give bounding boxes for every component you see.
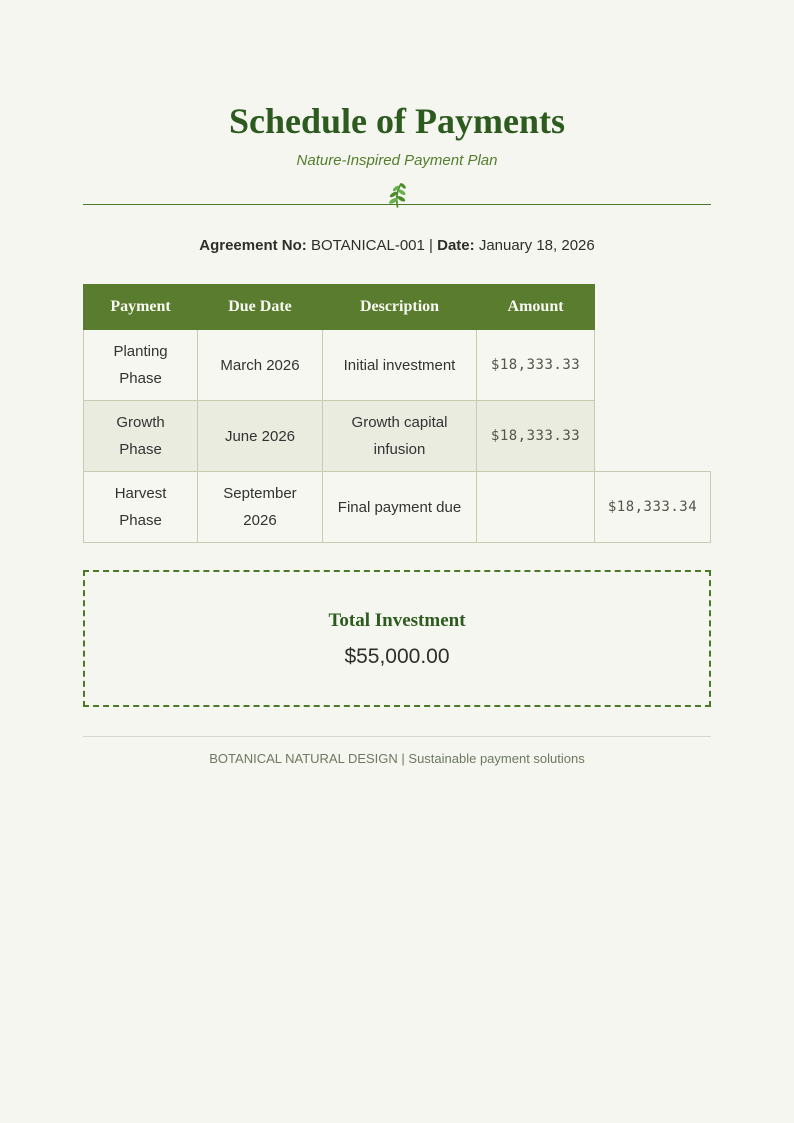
herb-icon (384, 182, 410, 208)
footer-text: BOTANICAL NATURAL DESIGN | Sustainable payment solutions (209, 751, 585, 767)
document-page (83, 100, 711, 766)
column-header-payment: Payment (84, 285, 198, 330)
column-header-due-date: Due Date (198, 285, 323, 330)
agreement-date-value: January 18, 2026 (478, 237, 595, 255)
payment-cell: Harvest Phase (84, 472, 198, 543)
page-subtitle: Nature-Inspired Payment Plan (296, 152, 498, 170)
amount-cell: $18,333.33 (477, 401, 595, 472)
payment-cell: Planting Phase (84, 330, 198, 401)
agreement-info (83, 237, 711, 254)
description-cell: Final payment due (322, 472, 476, 543)
agreement-date-label: Date: (437, 237, 475, 255)
description-cell: Growth capital infusion (322, 401, 476, 472)
payment-schedule-table (83, 284, 711, 543)
amount-overflow-cell: $18,333.34 (594, 472, 710, 543)
total-investment-box (83, 570, 711, 707)
table-header-row (84, 285, 711, 330)
agreement-number-label: Agreement No: (199, 237, 307, 255)
table-row (84, 401, 711, 472)
amount-cell-empty (477, 472, 595, 543)
header-divider (83, 179, 711, 205)
page-title: Schedule of Payments (229, 101, 565, 141)
column-header-description: Description (322, 285, 476, 330)
payment-cell: Growth Phase (84, 401, 198, 472)
due-date-cell: March 2026 (198, 330, 323, 401)
amount-cell: $18,333.33 (477, 330, 595, 401)
agreement-number-value: BOTANICAL-001 (310, 237, 425, 255)
table-row (84, 330, 711, 401)
description-cell: Initial investment (322, 330, 476, 401)
due-date-cell: June 2026 (198, 401, 323, 472)
footer-divider (83, 736, 711, 737)
due-date-cell: September 2026 (198, 472, 323, 543)
table-row (84, 472, 711, 543)
total-value: $55,000.00 (344, 645, 450, 669)
total-label: Total Investment (328, 610, 466, 632)
agreement-separator: | (429, 237, 433, 255)
column-header-amount: Amount (477, 285, 595, 330)
